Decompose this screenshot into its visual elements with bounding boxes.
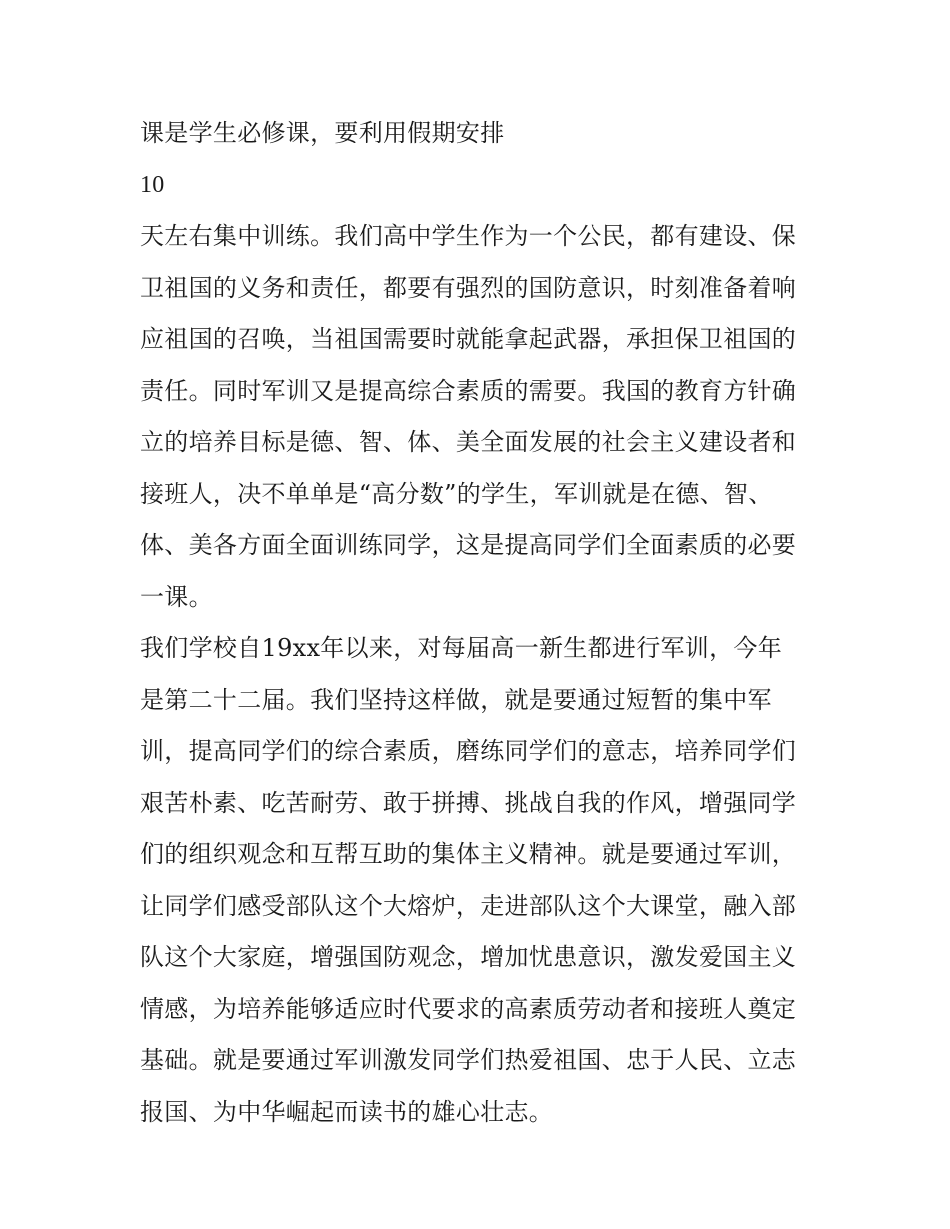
text-line: 课是学生必修课，要利用假期安排 [140, 119, 505, 147]
text-line: 我们学校自19xx年以来，对每届高一新生都进行军训，今年 [140, 634, 783, 662]
text-line: 是第二十二届。我们坚持这样做，就是要通过短暂的集中军 [140, 685, 772, 714]
text-line: 队这个大家庭，增强国防观念，增加忧患意识，激发爱国主义 [140, 943, 797, 971]
text-line: 们的组织观念和互帮互助的集体主义精神。就是要通过军训， [140, 840, 797, 868]
text-line: 立的培养目标是德、智、体、美全面发展的社会主义建设者和 [140, 428, 797, 456]
text-line: 基础。就是要通过军训激发同学们热爱祖国、忠于人民、立志 [140, 1046, 797, 1074]
text-line: 艰苦朴素、吃苦耐劳、敢于拼搏、挑战自我的作风，增强同学 [140, 788, 797, 817]
text-line: 训，提高同学们的综合素质，磨练同学们的意志，培养同学们 [140, 737, 797, 765]
text-line: 责任。同时军训又是提高综合素质的需要。我国的教育方针确 [140, 376, 797, 405]
text-line: 报国、为中华崛起而读书的雄心壮志。 [140, 1097, 554, 1126]
text-line: 一课。 [140, 582, 213, 611]
document-body [140, 108, 830, 1138]
text-line: 天左右集中训练。我们高中学生作为一个公民，都有建设、保 [140, 222, 797, 250]
text-line: 体、美各方面全面训练同学，这是提高同学们全面素质的必要 [140, 531, 797, 559]
text-line: 应祖国的召唤，当祖国需要时就能拿起武器，承担保卫祖国的 [140, 325, 797, 353]
text-line: 让同学们感受部队这个大熔炉，走进部队这个大课堂，融入部 [140, 891, 797, 920]
text-line: 卫祖国的义务和责任，都要有强烈的国防意识，时刻准备着响 [140, 273, 797, 302]
text-line: 情感，为培养能够适应时代要求的高素质劳动者和接班人奠定 [140, 994, 797, 1023]
text-line: 接班人，决不单单是“高分数”的学生，军训就是在德、智、 [140, 479, 773, 508]
text-line: 10 [140, 171, 165, 198]
